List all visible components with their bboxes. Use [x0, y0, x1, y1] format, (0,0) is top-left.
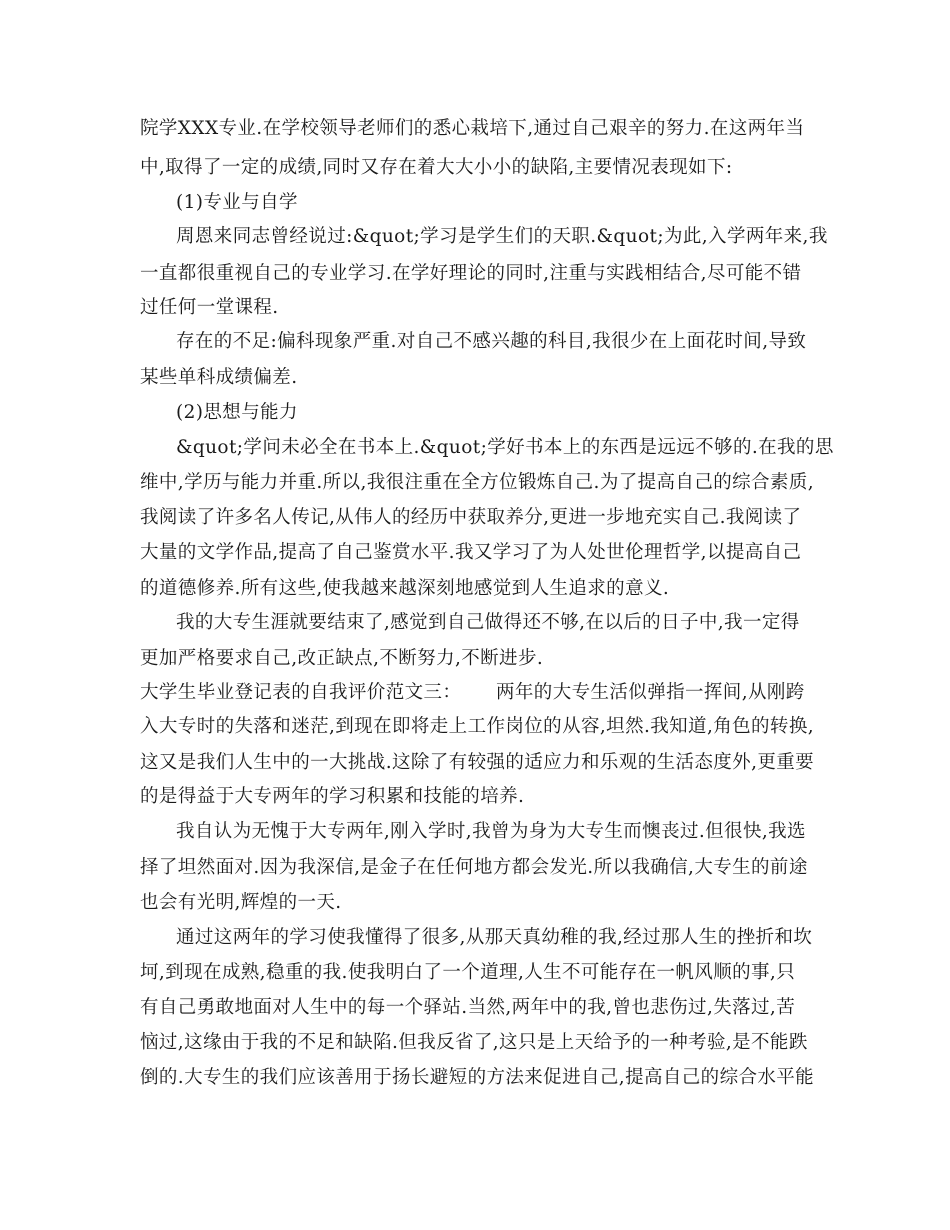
text-line [0, 367, 950, 407]
text-line [0, 821, 950, 861]
text-line [0, 507, 950, 547]
text-line-content: 中,取得了一定的成绩,同时又存在着大大小小的缺陷,主要情况表现如下: [140, 157, 733, 178]
text-line [0, 1067, 950, 1107]
text-line [0, 437, 950, 477]
text-line-content: 一直都很重视自己的专业学习.在学好理论的同时,注重与实践相结合,尽可能不错 [140, 263, 802, 284]
text-line-content: 倒的.大专生的我们应该善用于扬长避短的方法来促进自己,提高自己的综合水平能 [140, 1067, 815, 1088]
section-heading-text: (2)思想与能力 [176, 402, 298, 423]
text-line [0, 927, 950, 967]
text-line [0, 542, 950, 582]
text-line [0, 962, 950, 1002]
text-line [0, 331, 950, 371]
text-line-content: 周恩来同志曾经说过:&quot;学习是学生们的天职.&quot;为此,入学两年来,我 [176, 226, 828, 247]
text-line [0, 892, 950, 932]
text-line-content: 恼过,这缘由于我的不足和缺陷.但我反省了,这只是上天给予的一种考验,是不能跌 [140, 1032, 808, 1053]
text-line-content: 过任何一堂课程. [140, 297, 279, 318]
text-line-content: &quot;学问未必全在书本上.&quot;学好书本上的东西是远远不够的.在我的思 [176, 437, 834, 458]
text-line-content: 的道德修养.所有这些,使我越来越深刻地感觉到人生追求的意义. [140, 578, 670, 599]
text-line-content: 坷,到现在成熟,稳重的我.使我明白了一个道理,人生不可能存在一帆风顺的事,只 [140, 962, 796, 983]
text-line [0, 997, 950, 1037]
text-line [0, 716, 950, 756]
text-line [0, 1032, 950, 1072]
text-line [0, 857, 950, 897]
text-line-content: 择了坦然面对.因为我深信,是金子在任何地方都会发光.所以我确信,大专生的前途 [140, 857, 808, 878]
text-line [0, 226, 950, 266]
section-heading [0, 402, 950, 442]
section-heading-text: (1)专业与自学 [176, 192, 298, 213]
text-line-content: 通过这两年的学习使我懂得了很多,从那天真幼稚的我,经过那人生的挫折和坎 [176, 927, 813, 948]
text-line [0, 157, 950, 197]
text-line-content: 有自己勇敢地面对人生中的每一个驿站.当然,两年中的我,曾也悲伤过,失落过,苦 [140, 997, 796, 1018]
text-line-content: 我自认为无愧于大专两年,刚入学时,我曾为身为大专生而懊丧过.但很快,我选 [176, 821, 806, 842]
text-line-content: 我的大专生涯就要结束了,感觉到自己做得还不够,在以后的日子中,我一定得 [176, 612, 800, 633]
text-line-content: 这又是我们人生中的一大挑战.这除了有较强的适应力和乐观的生活态度外,更重要 [140, 752, 815, 773]
text-line-content: 入大专时的失落和迷茫,到现在即将走上工作岗位的从容,坦然.我知道,角色的转换, [140, 716, 815, 737]
text-line-content: 的是得益于大专两年的学习积累和技能的培养. [140, 786, 525, 807]
text-line [0, 472, 950, 512]
text-line-content: 某些单科成绩偏差. [140, 367, 298, 388]
text-line [0, 118, 950, 158]
text-line [0, 612, 950, 652]
text-line-content: 存在的不足:偏科现象严重.对自己不感兴趣的科目,我很少在上面花时间,导致 [176, 331, 807, 352]
text-line-content: 两年的大专生活似弹指一挥间,从刚跨 [496, 682, 805, 703]
sample-heading: 大学生毕业登记表的自我评价范文三： [140, 682, 462, 703]
text-line-content: 维中,学历与能力并重.所以,我很注重在全方位锻炼自己.为了提高自己的综合素质, [140, 472, 815, 493]
text-line-content: 院学XXX专业.在学校领导老师们的悉心栽培下,通过自己艰辛的努力.在这两年当 [140, 118, 805, 139]
text-line-content: 大量的文学作品,提高了自己鉴赏水平.我又学习了为人处世伦理哲学,以提高自己 [140, 542, 802, 563]
text-line [0, 786, 950, 826]
text-line-content: 更加严格要求自己,改正缺点,不断努力,不断进步. [140, 648, 544, 669]
text-line-content: 我阅读了许多名人传记,从伟人的经历中获取养分,更进一步地充实自己.我阅读了 [140, 507, 802, 528]
text-line-content: 也会有光明,辉煌的一天. [140, 892, 342, 913]
